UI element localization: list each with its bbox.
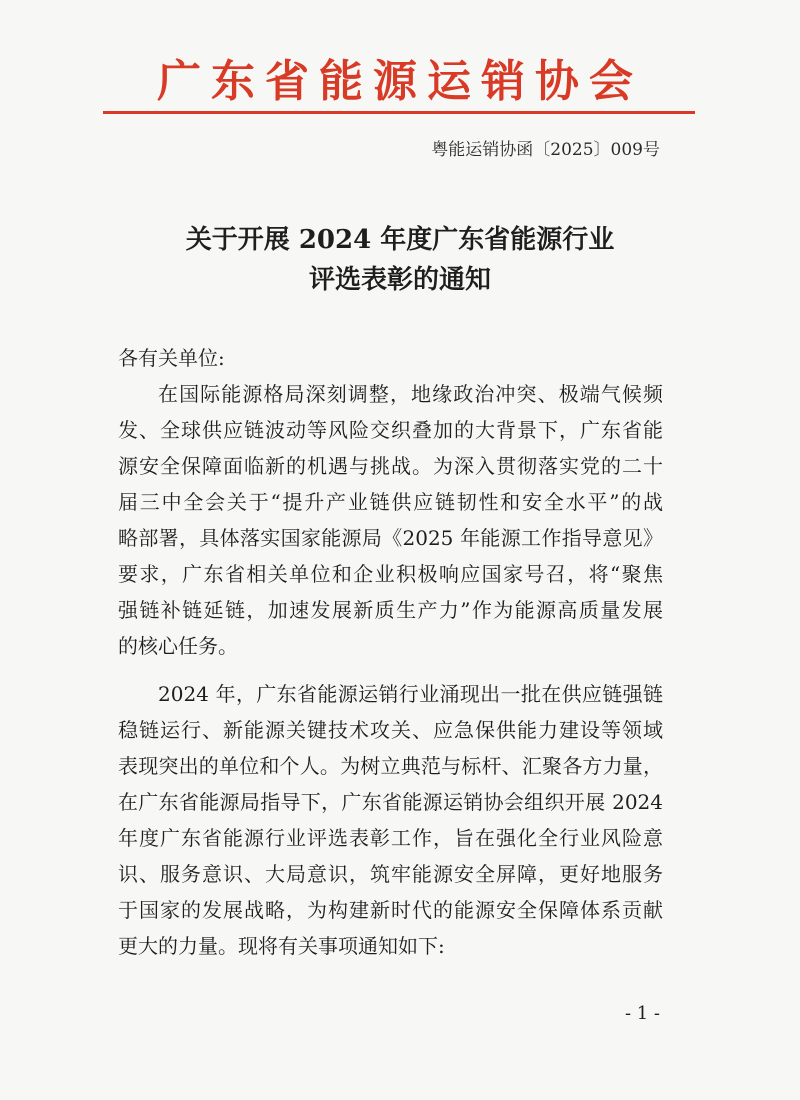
document-number: 粤能运销协函〔2025〕009号	[431, 140, 660, 160]
text-line: 届三中全会关于“提升产业链供应链韧性和安全水平”的战	[118, 490, 663, 514]
text-line: 在国际能源格局深刻调整，地缘政治冲突、极端气候频	[158, 382, 663, 406]
text-line: 要求，广东省相关单位和企业积极响应国家号召，将“聚焦	[118, 562, 663, 586]
text-line: 识、服务意识、大局意识，筑牢能源安全屏障，更好地服务	[118, 862, 663, 886]
letterhead-red-rule	[103, 111, 695, 114]
body-paragraph-1	[118, 376, 663, 664]
text-line: 略部署，具体落实国家能源局《2025 年能源工作指导意见》	[118, 526, 663, 550]
text-line: 年度广东省能源行业评选表彰工作，旨在强化全行业风险意	[118, 826, 663, 850]
text-line: 发、全球供应链波动等风险交织叠加的大背景下，广东省能	[118, 418, 663, 442]
title-line-1: 关于开展 2024 年度广东省能源行业	[185, 225, 615, 255]
title-line-2: 评选表彰的通知	[308, 265, 491, 295]
body-paragraph-2	[118, 676, 663, 964]
text-line: 表现突出的单位和个人。为树立典范与标杆、汇聚各方力量，	[118, 754, 663, 778]
organization-letterhead: 广东省能源运销协会	[157, 56, 643, 107]
text-line: 稳链运行、新能源关键技术攻关、应急保供能力建设等领域	[118, 718, 663, 742]
text-line: 在广东省能源局指导下，广东省能源运销协会组织开展 2024	[118, 790, 663, 814]
text-line: 强链补链延链，加速发展新质生产力”作为能源高质量发展	[118, 598, 663, 622]
text-line: 于国家的发展战略，为构建新时代的能源安全保障体系贡献	[118, 898, 663, 922]
text-line: 2024 年，广东省能源运销行业涌现出一批在供应链强链	[158, 682, 663, 706]
salutation: 各有关单位:	[118, 346, 225, 370]
document-title	[100, 220, 700, 300]
text-line: 更大的力量。现将有关事项通知如下:	[118, 934, 445, 958]
text-line: 源安全保障面临新的机遇与挑战。为深入贯彻落实党的二十	[118, 454, 663, 478]
text-line: 的核心任务。	[118, 634, 238, 658]
page-number: - 1 -	[624, 1003, 660, 1024]
